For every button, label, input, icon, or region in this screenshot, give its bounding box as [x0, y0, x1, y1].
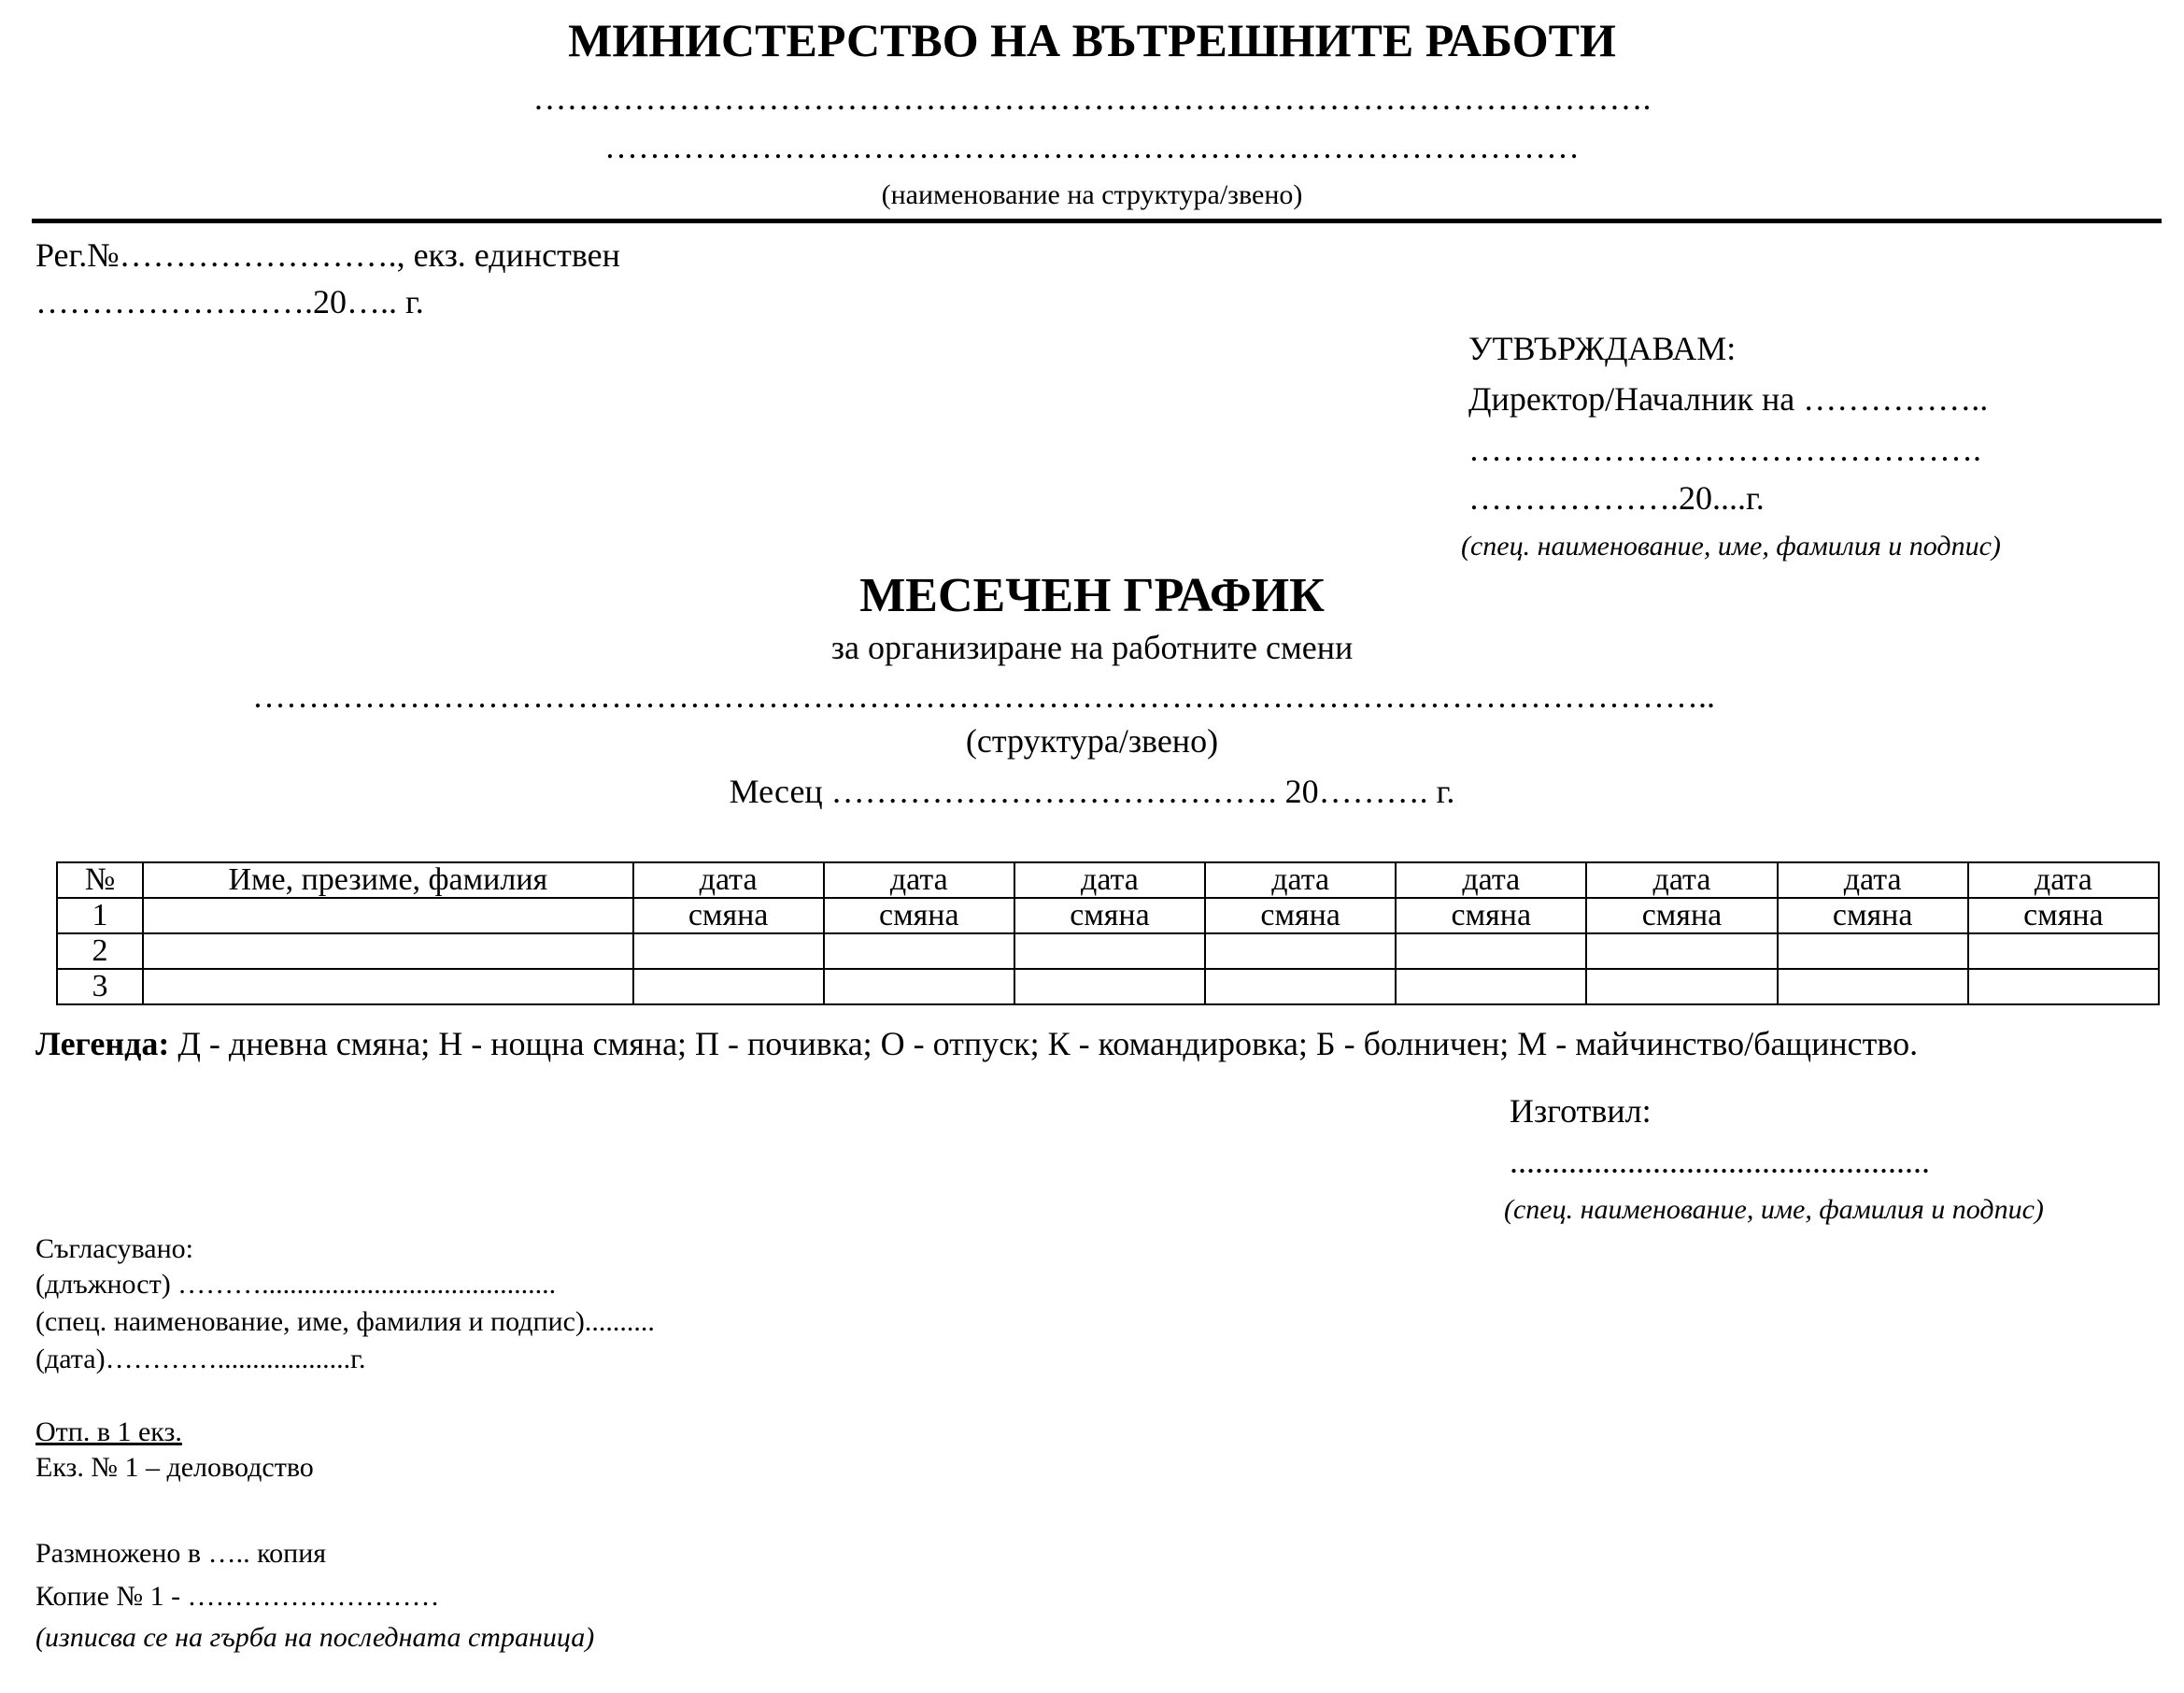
approval-heading: УТВЪРЖДАВАМ:: [1468, 330, 1737, 367]
legend-text: Д - дневна смяна; Н - нощна смяна; П - почивка; О - отпуск; К - командировка; Б - болничен; М - майчинство/бащинство.: [169, 1025, 1919, 1062]
legend-label: Легенда:: [35, 1025, 170, 1062]
back-page-note: (изписва се на гърба на последната страница): [35, 1622, 595, 1653]
shift-cell[interactable]: [1778, 969, 1968, 1004]
header-number: №: [57, 862, 143, 898]
registry-number: Рег.№……………………., екз. единствен: [35, 236, 620, 274]
shift-cell[interactable]: [824, 969, 1014, 1004]
name-cell[interactable]: [143, 933, 632, 969]
shift-cell[interactable]: смяна: [1205, 898, 1396, 933]
agreed-caption: (спец. наименование, име, фамилия и подпис)..........: [35, 1306, 655, 1337]
document-title: МЕСЕЧЕН ГРАФИК: [859, 569, 1325, 622]
header-date: дата: [1396, 862, 1586, 898]
shift-cell[interactable]: [1205, 933, 1396, 969]
approval-caption: (спец. наименование, име, фамилия и подпис): [1461, 531, 2001, 562]
shift-cell[interactable]: смяна: [1396, 898, 1586, 933]
structure-caption: (наименование на структура/звено): [881, 179, 1303, 210]
approval-date: ……………….20....г.: [1468, 479, 1765, 517]
structure-unit-caption: (структура/звено): [965, 722, 1219, 760]
header-date: дата: [824, 862, 1014, 898]
header-date: дата: [1586, 862, 1777, 898]
shift-cell[interactable]: [824, 933, 1014, 969]
month-line: Месец …………………………………. 20………. г.: [729, 773, 1455, 810]
name-cell[interactable]: [143, 898, 632, 933]
shift-cell[interactable]: [633, 969, 824, 1004]
schedule-table: [56, 861, 2160, 1005]
table-header-row: [57, 862, 2159, 898]
ministry-title: МИНИСТЕРСТВО НА ВЪТРЕШНИТЕ РАБОТИ: [568, 14, 1616, 66]
header-divider: [32, 219, 2162, 223]
copy-number: Копие № 1 - ………………………: [35, 1581, 440, 1612]
multiplied-copies: Размножено в ….. копия: [35, 1538, 327, 1569]
copy-one-recipient: Екз. № 1 – деловодство: [35, 1452, 314, 1483]
shift-cell[interactable]: [1396, 969, 1586, 1004]
header-date: дата: [1014, 862, 1205, 898]
shift-cell[interactable]: [1205, 969, 1396, 1004]
prepared-caption: (спец. наименование, име, фамилия и подпис): [1504, 1194, 2044, 1225]
agreed-position: (длъжност) ………..........................................: [35, 1269, 557, 1300]
shift-cell[interactable]: [1586, 969, 1777, 1004]
table-row: [57, 933, 2159, 969]
header-name: Име, презиме, фамилия: [143, 862, 632, 898]
shift-cell[interactable]: [1968, 933, 2159, 969]
structure-dots-line-2: ……………………………………………………………………………: [604, 128, 1580, 165]
approval-dots: ……………………………………….: [1468, 431, 1981, 468]
shift-cell[interactable]: [1396, 933, 1586, 969]
shift-cell[interactable]: смяна: [1968, 898, 2159, 933]
row-number: 2: [57, 933, 143, 969]
prepared-heading: Изготвил:: [1510, 1092, 1652, 1130]
row-number: 3: [57, 969, 143, 1004]
shift-cell[interactable]: [1586, 933, 1777, 969]
shift-cell[interactable]: смяна: [1778, 898, 1968, 933]
table-row: [57, 969, 2159, 1004]
shift-cell[interactable]: [1968, 969, 2159, 1004]
registry-date: …………………….20….. г.: [35, 283, 424, 320]
shift-cell[interactable]: [1014, 933, 1205, 969]
header-date: дата: [1778, 862, 1968, 898]
shift-cell[interactable]: смяна: [1586, 898, 1777, 933]
prepared-dots: ..................................................: [1510, 1143, 1930, 1180]
structure-unit-dots: …………………………………………………………………………………………………………………..: [252, 677, 1715, 715]
shift-cell[interactable]: [1778, 933, 1968, 969]
row-number: 1: [57, 898, 143, 933]
shift-cell[interactable]: смяна: [633, 898, 824, 933]
name-cell[interactable]: [143, 969, 632, 1004]
header-date: дата: [1205, 862, 1396, 898]
table-row: [57, 898, 2159, 933]
agreed-heading: Съгласувано:: [35, 1233, 193, 1264]
structure-dots-line-1: ……………………………………………………………………………………….: [532, 79, 1652, 117]
shift-cell[interactable]: [633, 933, 824, 969]
legend: [35, 1024, 1918, 1063]
shift-cell[interactable]: [1014, 969, 1205, 1004]
approval-director: Директор/Началник на ……………..: [1468, 380, 1989, 418]
header-date: дата: [633, 862, 824, 898]
shift-cell[interactable]: смяна: [1014, 898, 1205, 933]
printed-copies: Отп. в 1 екз.: [35, 1416, 182, 1447]
header-date: дата: [1968, 862, 2159, 898]
agreed-date: (дата)…………...................г.: [35, 1344, 366, 1374]
document-subtitle: за организиране на работните смени: [830, 629, 1354, 666]
shift-cell[interactable]: смяна: [824, 898, 1014, 933]
